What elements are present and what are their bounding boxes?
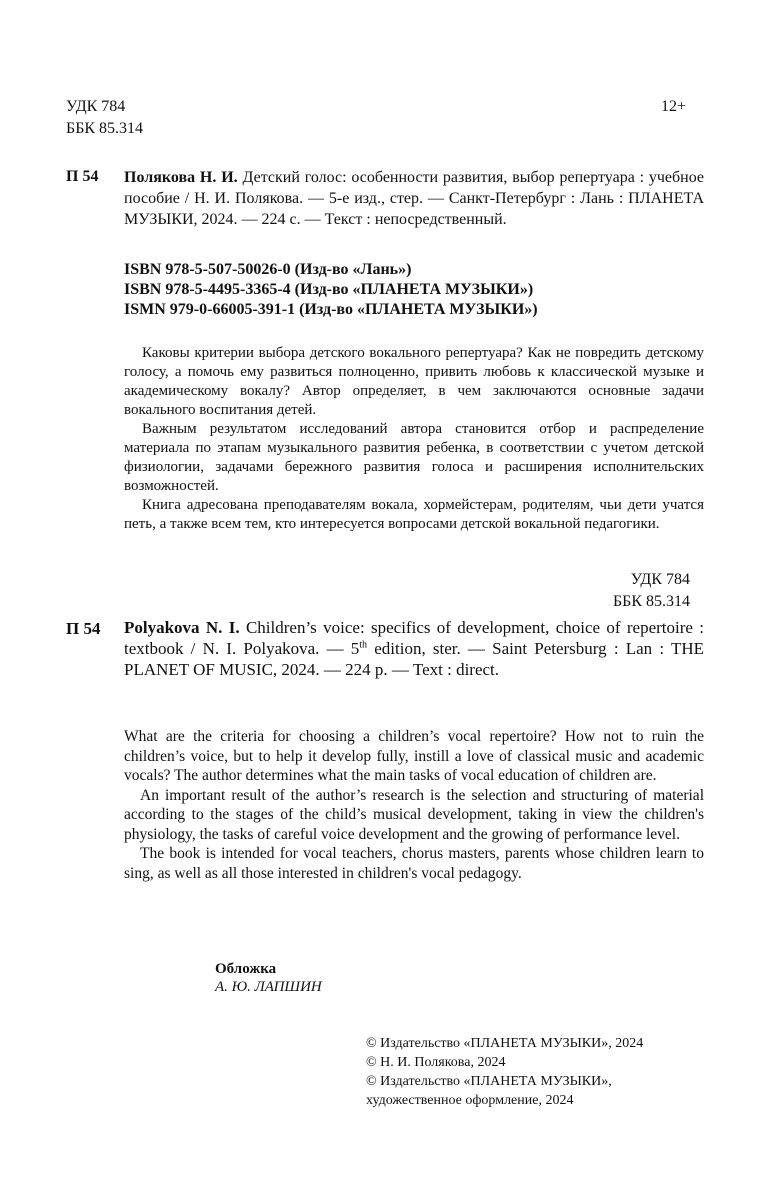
en-bbk-code: ББК 85.314 — [612, 593, 690, 610]
ordinal-suffix: th — [359, 639, 368, 651]
en-annotation — [124, 727, 704, 883]
en-annotation-paragraph: An important result of the author’s research is the selection and structuring of material according to the stages of the child’s musical development, taking in view the children's physiology, the tasks of careful voice development and the growing of performance level. — [124, 786, 704, 843]
ru-annotation-paragraph: Книга адресована преподавателям вокала, хормейстерам, родителям, чьи дети учатся петь, а также всем тем, кто интересуется вопросами детской вокальной педагогики. — [124, 497, 704, 532]
bbk-code: ББК 85.314 — [66, 120, 144, 137]
ismn-planeta: ISMN 979-0-66005-391-1 (Изд-во «ПЛАНЕТА МУЗЫКИ») — [124, 301, 538, 318]
en-catalog-code: П 54 — [66, 619, 101, 638]
en-author: Polyakova N. I. — [124, 618, 240, 637]
en-bibliographic-entry — [124, 617, 704, 680]
ru-entry-text: Детский голос: особенности развития, выбор репертуара : учебное пособие / Н. И. Полякова. — 5-е изд., стер. — Санкт-Петербург : Лань : ПЛАНЕТА МУЗЫКИ, 2024. — 224 с. — Текст : непосредственный. — [124, 169, 705, 228]
copyright-line: художественное оформление, 2024 — [366, 1093, 574, 1108]
copyright-block — [366, 1034, 726, 1110]
ru-annotation-paragraph: Важным результатом исследований автора становится отбор и распределение материала по этапам музыкального развития ребенка, в соответствии с учетом детской физиологии, задачами бережного развития голоса и расширения исполнительских возможностей. — [124, 421, 704, 494]
isbn-lan: ISBN 978-5-507-50026-0 (Изд-во «Лань») — [124, 261, 412, 278]
cover-artist: А. Ю. ЛАПШИН — [215, 979, 322, 995]
copyright-line: © Издательство «ПЛАНЕТА МУЗЫКИ», 2024 — [366, 1036, 644, 1051]
ru-annotation — [124, 344, 704, 534]
isbn-planeta: ISBN 978-5-4495-3365-4 (Изд-во «ПЛАНЕТА МУЗЫКИ») — [124, 281, 534, 298]
en-annotation-paragraph: What are the criteria for choosing a children’s vocal repertoire? How not to ruin the children’s voice, but to help it develop fully, instill a love of classical music and academic vocals? The author determines what the main tasks of vocal education of children are. — [124, 728, 704, 784]
age-rating: 12+ — [661, 98, 687, 115]
copyright-line: © Издательство «ПЛАНЕТА МУЗЫКИ», — [366, 1074, 612, 1089]
ru-bibliographic-entry — [124, 167, 704, 230]
catalog-code: П 54 — [66, 168, 99, 185]
ru-annotation-paragraph: Каковы критерии выбора детского вокального репертуара? Как не повредить детскому голосу, а помочь ему развиться полноценно, привить любовь к классической музыке и академическому вокалу? Автор определяет, в чем заключаются основные задачи вокального воспитания детей. — [124, 345, 704, 418]
ru-author: Полякова Н. И. — [124, 169, 238, 186]
cover-label: Обложка — [215, 961, 277, 977]
en-udk-code: УДК 784 — [630, 571, 690, 588]
en-entry-text: Children’s voice: specifics of development, choice of repertoire : textbook / N. I. Polyakova. — 5 — [124, 618, 704, 658]
en-annotation-paragraph: The book is intended for vocal teachers, chorus masters, parents whose children learn to sing, as well as all those interested in children's vocal pedagogy. — [124, 845, 704, 882]
udk-code: УДК 784 — [66, 98, 126, 115]
copyright-line: © Н. И. Полякова, 2024 — [366, 1055, 506, 1070]
en-entry-text-rest: edition, ster. — Saint Petersburg : Lan : THE PLANET OF MUSIC, 2024. — 224 p. — Text : direct. — [124, 639, 704, 679]
